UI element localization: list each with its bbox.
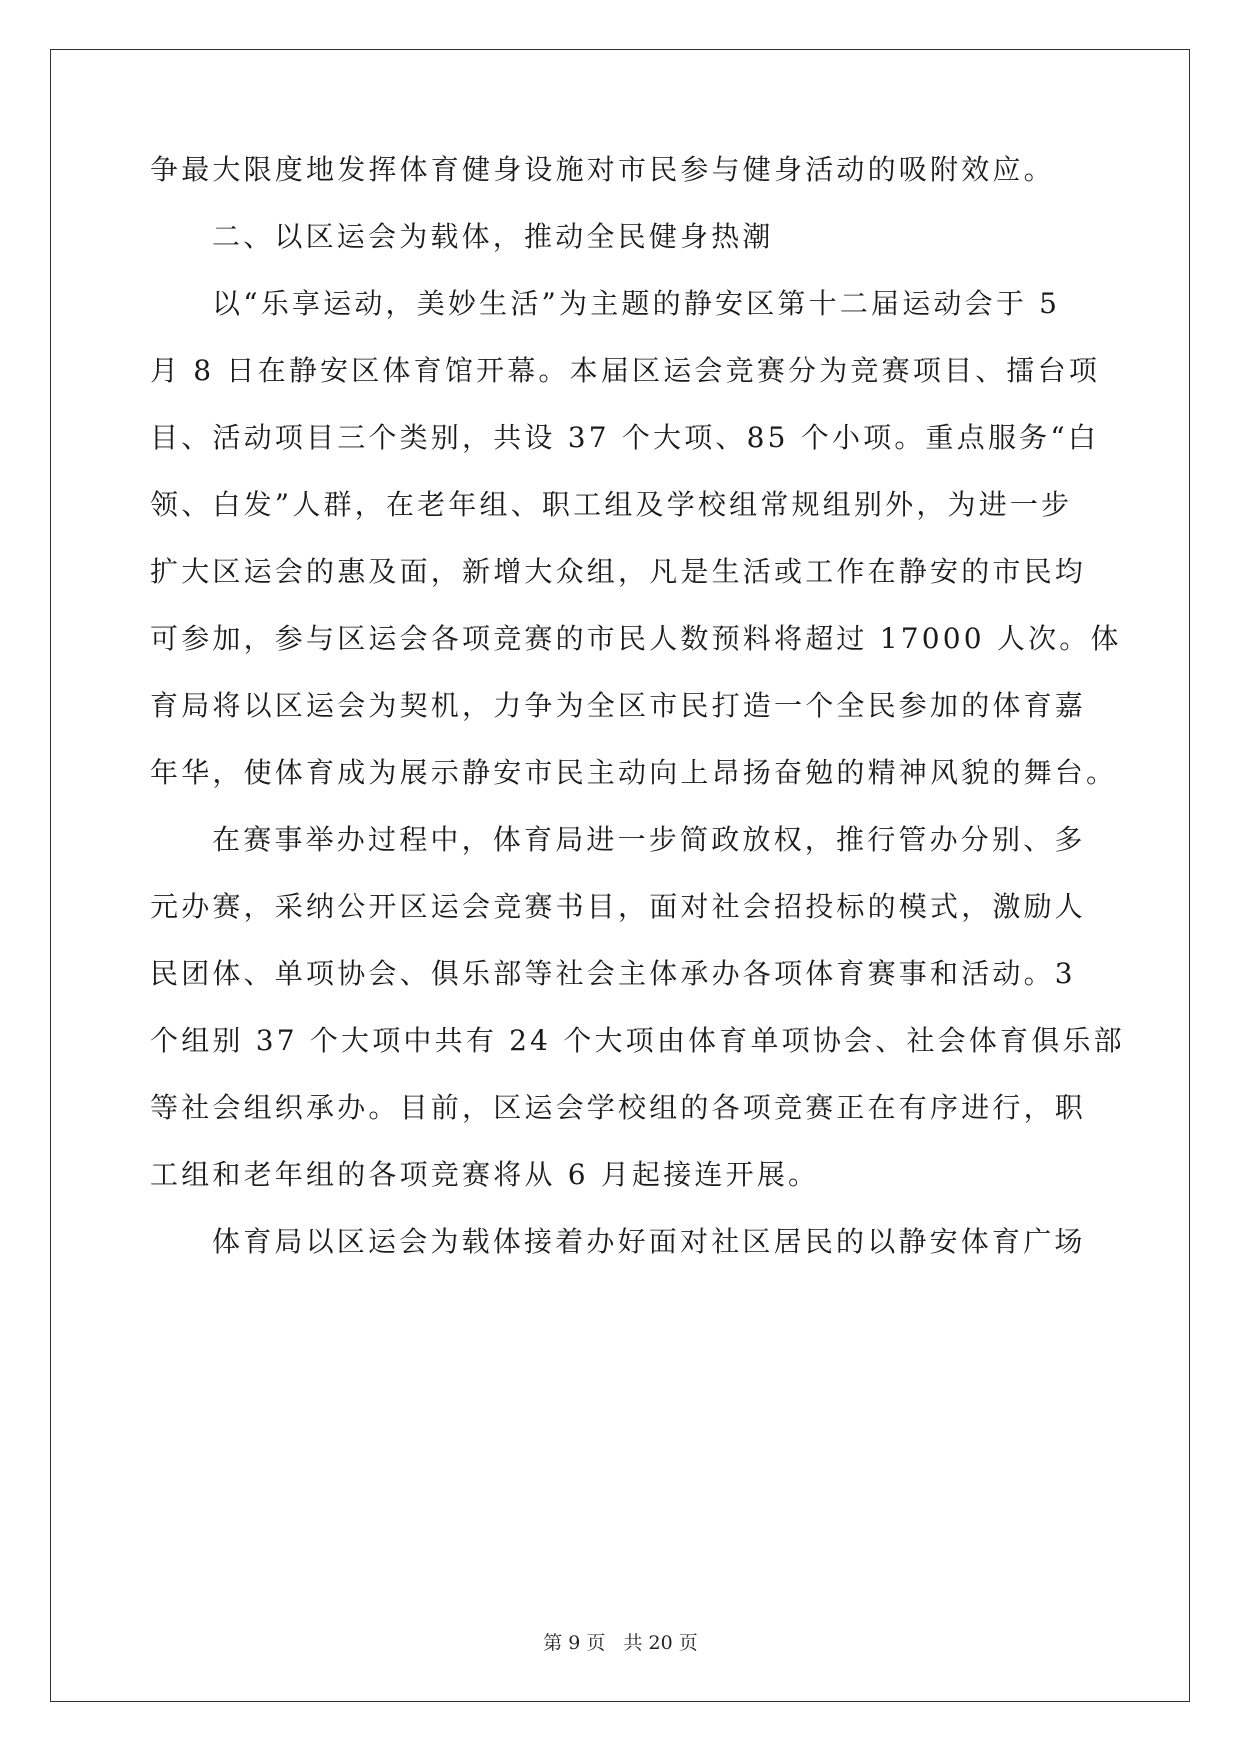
- text-line: 以“乐享运动，美妙生活”为主题的静安区第十二届运动会于 5: [212, 287, 1061, 320]
- text-line: 扩大区运会的惠及面，新增大众组，凡是生活或工作在静安的市民均: [150, 555, 1087, 588]
- text-line: 民团体、单项协会、俱乐部等社会主体承办各项体育赛事和活动。3: [150, 957, 1076, 990]
- text-line: 可参加，参与区运会各项竞赛的市民人数预料将超过 17000 人次。体: [150, 622, 1122, 655]
- page-footer: [0, 1628, 1241, 1655]
- text-line: 领、白发”人群，在老年组、职工组及学校组常规组别外，为进一步: [150, 488, 1073, 521]
- text-line: 争最大限度地发挥体育健身设施对市民参与健身活动的吸附效应。: [150, 153, 1055, 186]
- text-line: 工组和老年组的各项竞赛将从 6 月起接连开展。: [150, 1158, 820, 1191]
- section-heading: 二、以区运会为载体，推动全民健身热潮: [212, 220, 774, 253]
- text-line: 月 8 日在静安区体育馆开幕。本届区运会竞赛分为竞赛项目、擂台项: [150, 354, 1101, 387]
- text-line: 等社会组织承办。目前，区运会学校组的各项竞赛正在有序进行，职: [150, 1091, 1087, 1124]
- text-line: 年华，使体育成为展示静安市民主动向上昂扬奋勉的精神风貌的舞台。: [150, 756, 1118, 789]
- text-line: 在赛事举办过程中，体育局进一步简政放权，推行管办分别、多: [212, 823, 1086, 856]
- text-line: 目、活动项目三个类别，共设 37 个大项、85 个小项。重点服务“白: [150, 421, 1100, 454]
- page-number: 第 9 页: [543, 1632, 606, 1654]
- text-line: 体育局以区运会为载体接着办好面对社区居民的以静安体育广场: [212, 1225, 1086, 1258]
- text-line: 元办赛，采纳公开区运会竞赛书目，面对社会招投标的模式，激励人: [150, 890, 1087, 923]
- page-total: 共 20 页: [623, 1632, 698, 1654]
- text-line: 个组别 37 个大项中共有 24 个大项由体育单项协会、社会体育俱乐部: [150, 1024, 1125, 1057]
- text-line: 育局将以区运会为契机，力争为全区市民打造一个全民参加的体育嘉: [150, 689, 1087, 722]
